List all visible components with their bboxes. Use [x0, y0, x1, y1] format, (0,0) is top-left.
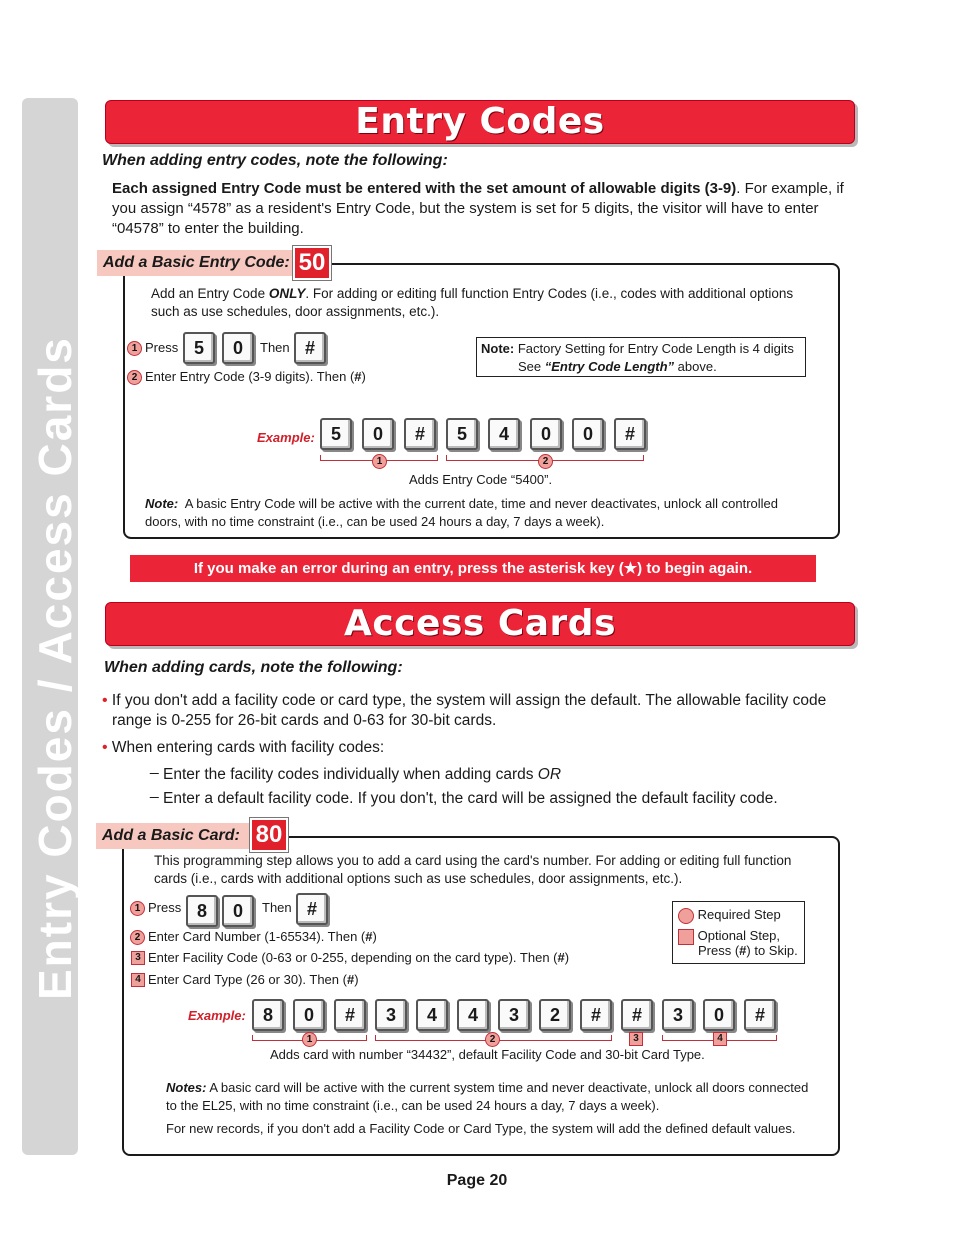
example-key: # — [334, 999, 366, 1031]
hash-glyph: # — [365, 929, 373, 944]
example-marker-2: 2 — [485, 1032, 500, 1047]
cards-sub1: Enter the facility codes individually when adding cards — [163, 766, 538, 783]
entry-para-line3: “04578” to enter the building. — [112, 220, 304, 237]
example-key: # — [744, 999, 776, 1031]
legend-optional-1: Optional Step, — [697, 928, 781, 943]
sub-dash: _ — [150, 758, 159, 775]
cards-s2-text: Enter Card Number (1-65534). Then ( — [148, 929, 366, 944]
cards-notes — [166, 1079, 826, 1138]
hash-glyph: # — [346, 972, 355, 987]
example-key: 0 — [293, 999, 325, 1031]
cards-s1-then: Then — [262, 900, 292, 915]
key-0: 0 — [222, 332, 254, 364]
cards-notes-label: Notes: — [166, 1080, 207, 1095]
entry-step-intro — [151, 285, 821, 321]
sub-dash: _ — [150, 782, 159, 799]
step-1-marker: 1 — [130, 901, 145, 916]
example-key: # — [404, 418, 436, 450]
access-cards-title: Access Cards — [343, 603, 616, 644]
example-key: 0 — [703, 999, 735, 1031]
error-bar-text-b: ) to begin again. — [637, 560, 753, 577]
cards-s3-text: Enter Facility Code (0-63 or 0-255, depending on the card type). Then ( — [148, 950, 558, 965]
entry-intro-b: . For adding or editing full function Entry Codes (i.e., codes with additional options — [305, 286, 794, 301]
example-key: 5 — [320, 418, 352, 450]
key-0: 0 — [222, 895, 254, 927]
side-tab-label: Entry Codes / Access Cards — [29, 336, 81, 1000]
hash-glyph: # — [739, 943, 747, 958]
asterisk-icon: ★ — [623, 560, 638, 577]
asterisk-error-bar — [130, 555, 816, 582]
hash-glyph: # — [557, 950, 565, 965]
cards-s1-press: Press — [148, 900, 182, 915]
key-5: 5 — [183, 332, 215, 364]
entry-para-bold: Each assigned Entry Code must be entered with the set amount of allowable digits (3-9) — [112, 180, 737, 197]
entry-intro-only: ONLY — [268, 286, 306, 301]
cards-close: ) — [372, 929, 377, 944]
cards-step-label: Add a Basic Card: — [96, 823, 260, 849]
entry-bottom-note-label: Note: — [145, 496, 179, 511]
bullet-dot: • — [102, 739, 108, 756]
example-key: 4 — [416, 999, 448, 1031]
cards-notes-line1: A basic card will be active with the current system time and never deactivate, unlock all doors connected — [209, 1080, 809, 1095]
entry-intro-a: Add an Entry Code — [151, 286, 269, 301]
key-8: 8 — [186, 895, 218, 927]
legend-required: Required Step — [697, 907, 781, 922]
key-hash: # — [294, 332, 326, 364]
cards-s4-text: Enter Card Type (26 or 30). Then ( — [148, 972, 347, 987]
cards-s4-line — [148, 971, 359, 989]
cards-bullet1-line2: range is 0-255 for 26-bit cards and 0-63 for 30-bit cards. — [112, 712, 497, 729]
entry-para-line2: you assign “4578” as a resident's Entry Code, but the system is set for 5 digits, the visitor will have to enter — [112, 200, 819, 217]
cards-close: ) — [354, 972, 359, 987]
legend-box — [672, 901, 805, 964]
entry-note-label: Note: — [481, 341, 515, 356]
example-marker-3: 3 — [629, 1032, 643, 1046]
example-key: 4 — [457, 999, 489, 1031]
cards-note-heading: When adding cards, note the following: — [104, 659, 403, 676]
entry-bottom-note-line1: A basic Entry Code will be active with the current date, time and never deactivates, unlock all controlled — [184, 496, 778, 511]
entry-bottom-note-line2: doors, with no time constraint (i.e., can be used 24 hours a day, 7 days a week). — [145, 514, 605, 529]
page-number: Page 20 — [446, 1172, 508, 1189]
example-key: # — [621, 999, 653, 1031]
entry-example-caption: Adds Entry Code “5400”. — [409, 472, 553, 487]
example-key: 3 — [375, 999, 407, 1031]
cards-bullet1-line1: If you don't add a facility code or card type, the system will assign the default. The allowable facility code — [111, 692, 827, 709]
entry-note-box — [476, 337, 806, 377]
required-step-icon — [678, 908, 694, 924]
legend-optional-2b: ) to Skip. — [746, 943, 798, 958]
entry-s2-close: ) — [361, 369, 366, 384]
entry-step-number: 50 — [293, 246, 331, 280]
cards-bullets — [102, 691, 862, 809]
entry-note-above: above. — [674, 359, 717, 374]
entry-note-line1: Factory Setting for Entry Code Length is 4 digits — [517, 341, 794, 356]
example-key: 3 — [662, 999, 694, 1031]
cards-intro-line1: This programming step allows you to add a card using the card's number. For adding or editing full function — [154, 853, 792, 868]
cards-sub2: Enter a default facility code. If you don't, the card will be assigned the default facility code. — [163, 790, 778, 807]
entry-note-see: See — [518, 359, 545, 374]
access-cards-banner — [105, 602, 855, 646]
cards-sub1-or: OR — [537, 766, 562, 783]
entry-note-heading: When adding entry codes, note the following: — [102, 152, 448, 169]
example-key: 8 — [252, 999, 284, 1031]
example-key: 0 — [530, 418, 562, 450]
cards-s2-line — [148, 928, 377, 946]
step-3-marker: 3 — [131, 951, 145, 965]
step-2-marker: 2 — [127, 370, 142, 385]
example-key: # — [580, 999, 612, 1031]
entry-note-ref: “Entry Code Length” — [544, 359, 675, 374]
step-1-marker: 1 — [127, 341, 142, 356]
hash-glyph: # — [354, 369, 362, 384]
cards-notes-line2: to the EL25, with no time constraint (i.e., can be used 24 hours a day, 7 days a week). — [166, 1098, 660, 1113]
entry-s1-then: Then — [260, 340, 290, 355]
example-marker-4: 4 — [713, 1032, 727, 1046]
cards-s3-line — [148, 949, 569, 967]
bullet-dot: • — [102, 692, 108, 709]
example-key: 4 — [488, 418, 520, 450]
entry-step-label: Add a Basic Entry Code: — [97, 250, 299, 276]
cards-step-number: 80 — [250, 818, 288, 852]
example-key: # — [614, 418, 646, 450]
cards-intro-line2: cards (i.e., cards with additional options such as use schedules, door assignments, etc.). — [154, 871, 683, 886]
error-bar-text-a: If you make an error during an entry, press the asterisk key ( — [193, 560, 624, 577]
step-4-marker: 4 — [131, 973, 145, 987]
cards-notes-line3: For new records, if you don't add a Facility Code or Card Type, the system will add the defined default values. — [166, 1121, 796, 1136]
example-marker-2: 2 — [538, 454, 553, 469]
cards-example-caption: Adds card with number “34432”, default Facility Code and 30-bit Card Type. — [270, 1047, 705, 1062]
example-marker-1: 1 — [372, 454, 387, 469]
entry-paragraph — [112, 179, 852, 239]
optional-step-icon — [678, 929, 694, 945]
key-hash: # — [296, 893, 328, 925]
entry-para-rest: . For example, if — [736, 180, 844, 197]
entry-s2-line — [145, 368, 366, 386]
cards-close: ) — [564, 950, 570, 965]
example-key: 2 — [539, 999, 571, 1031]
example-key: 5 — [446, 418, 478, 450]
example-key: 3 — [498, 999, 530, 1031]
entry-s2-text: Enter Entry Code (3-9 digits). Then ( — [145, 369, 355, 384]
entry-codes-title: Entry Codes — [355, 101, 605, 142]
entry-bottom-note — [145, 495, 825, 531]
entry-codes-banner — [105, 100, 855, 144]
cards-example-label: Example: — [188, 1008, 246, 1023]
example-marker-1: 1 — [302, 1032, 317, 1047]
step-2-marker: 2 — [130, 930, 145, 945]
example-key: 0 — [572, 418, 604, 450]
example-key: 0 — [362, 418, 394, 450]
legend-optional-2a: Press ( — [698, 943, 740, 958]
cards-step-intro — [154, 852, 834, 888]
entry-s1-press: Press — [145, 340, 179, 355]
entry-example-label: Example: — [257, 430, 315, 445]
entry-intro-line2: such as use schedules, door assignments, etc.). — [151, 304, 440, 319]
cards-bullet2: When entering cards with facility codes: — [111, 739, 385, 756]
